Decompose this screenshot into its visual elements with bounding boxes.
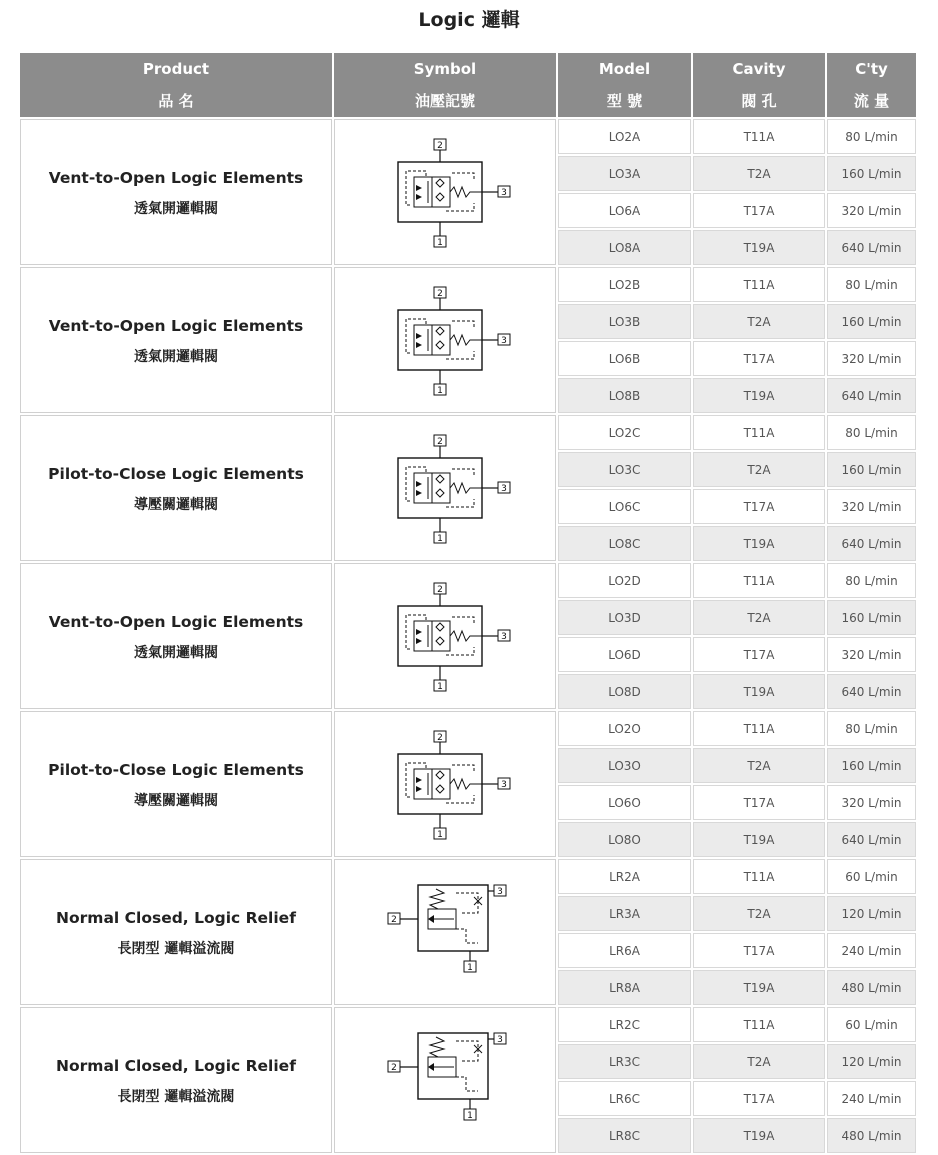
cavity-cell: T19A — [693, 970, 825, 1005]
model-cell: LR3C — [558, 1044, 691, 1079]
flow-cell: 640 L/min — [827, 674, 916, 709]
flow-cell: 640 L/min — [827, 230, 916, 265]
flow-cell: 60 L/min — [827, 1007, 916, 1042]
flow-cell: 80 L/min — [827, 711, 916, 746]
model-cell: LO2B — [558, 267, 691, 302]
model-cell: LO3O — [558, 748, 691, 783]
model-cell: LR8C — [558, 1118, 691, 1153]
table-body — [20, 119, 916, 1153]
cavity-cell: T17A — [693, 933, 825, 968]
logic-vent-b-symbol — [370, 281, 520, 399]
symbol-cell — [334, 711, 556, 857]
model-cell: LR6A — [558, 933, 691, 968]
table-row — [20, 267, 916, 302]
table-row — [20, 711, 916, 746]
product-name-en: Pilot-to-Close Logic Elements — [48, 761, 304, 779]
flow-cell: 160 L/min — [827, 600, 916, 635]
cavity-cell: T19A — [693, 1118, 825, 1153]
cavity-cell: T19A — [693, 822, 825, 857]
cavity-cell: T19A — [693, 674, 825, 709]
flow-cell: 480 L/min — [827, 1118, 916, 1153]
flow-cell: 320 L/min — [827, 193, 916, 228]
product-cell — [20, 119, 332, 265]
table-row — [20, 119, 916, 154]
symbol-header: Symbol 油壓記號 — [334, 53, 556, 117]
cavity-cell: T11A — [693, 711, 825, 746]
cavity-cell: T17A — [693, 785, 825, 820]
cavity-cell: T19A — [693, 378, 825, 413]
symbol-cell — [334, 563, 556, 709]
product-name-cn: 透氣開邏輯閥 — [134, 349, 218, 365]
model-cell: LO8D — [558, 674, 691, 709]
cavity-cell: T17A — [693, 193, 825, 228]
cavity-cell: T2A — [693, 748, 825, 783]
logic-relief-c-symbol — [370, 1021, 520, 1139]
cavity-cell: T19A — [693, 230, 825, 265]
model-cell: LO2C — [558, 415, 691, 450]
model-cell: LO8A — [558, 230, 691, 265]
model-cell: LO6O — [558, 785, 691, 820]
product-name-cn: 導壓關邏輯閥 — [134, 793, 218, 809]
product-name-cn: 長閉型 邏輯溢流閥 — [117, 941, 235, 957]
flow-header: C'ty 流 量 — [827, 53, 916, 117]
logic-relief-a-symbol — [370, 873, 520, 991]
product-name-cn: 長閉型 邏輯溢流閥 — [117, 1089, 235, 1105]
model-cell: LO3A — [558, 156, 691, 191]
cavity-cell: T17A — [693, 1081, 825, 1116]
flow-cell: 80 L/min — [827, 267, 916, 302]
flow-cell: 120 L/min — [827, 896, 916, 931]
cavity-cell: T11A — [693, 119, 825, 154]
cavity-cell: T2A — [693, 304, 825, 339]
cavity-cell: T2A — [693, 156, 825, 191]
product-name-cn: 透氣開邏輯閥 — [134, 201, 218, 217]
cavity-cell: T17A — [693, 637, 825, 672]
model-cell: LO2O — [558, 711, 691, 746]
cavity-cell: T11A — [693, 1007, 825, 1042]
symbol-cell — [334, 1007, 556, 1153]
product-name-en: Normal Closed, Logic Relief — [56, 1057, 296, 1075]
model-cell: LO8C — [558, 526, 691, 561]
product-cell — [20, 711, 332, 857]
flow-cell: 80 L/min — [827, 415, 916, 450]
cavity-cell: T2A — [693, 896, 825, 931]
symbol-cell — [334, 119, 556, 265]
flow-cell: 60 L/min — [827, 859, 916, 894]
logic-spec-table — [18, 51, 918, 1155]
cavity-cell: T2A — [693, 600, 825, 635]
flow-cell: 160 L/min — [827, 156, 916, 191]
flow-cell: 640 L/min — [827, 378, 916, 413]
flow-cell: 640 L/min — [827, 822, 916, 857]
product-name-cn: 導壓關邏輯閥 — [134, 497, 218, 513]
cavity-cell: T11A — [693, 267, 825, 302]
product-cell — [20, 859, 332, 1005]
flow-cell: 160 L/min — [827, 304, 916, 339]
flow-cell: 120 L/min — [827, 1044, 916, 1079]
product-cell — [20, 415, 332, 561]
model-cell: LO6B — [558, 341, 691, 376]
model-cell: LR3A — [558, 896, 691, 931]
cavity-cell: T11A — [693, 415, 825, 450]
model-cell: LO6D — [558, 637, 691, 672]
product-cell — [20, 267, 332, 413]
flow-cell: 160 L/min — [827, 748, 916, 783]
model-cell: LO2A — [558, 119, 691, 154]
model-cell: LO8O — [558, 822, 691, 857]
cavity-header: Cavity 閥 孔 — [693, 53, 825, 117]
model-cell: LO6A — [558, 193, 691, 228]
logic-vent-a-symbol — [370, 133, 520, 251]
cavity-cell: T11A — [693, 563, 825, 598]
flow-cell: 160 L/min — [827, 452, 916, 487]
cavity-cell: T17A — [693, 489, 825, 524]
logic-pilot-c-symbol — [370, 429, 520, 547]
model-cell: LO3C — [558, 452, 691, 487]
flow-cell: 320 L/min — [827, 341, 916, 376]
symbol-cell — [334, 267, 556, 413]
cavity-cell: T11A — [693, 859, 825, 894]
flow-cell: 240 L/min — [827, 1081, 916, 1116]
product-header: Product 品 名 — [20, 53, 332, 117]
model-cell: LR8A — [558, 970, 691, 1005]
flow-cell: 320 L/min — [827, 489, 916, 524]
model-cell: LO3D — [558, 600, 691, 635]
product-cell — [20, 563, 332, 709]
product-name-en: Pilot-to-Close Logic Elements — [48, 465, 304, 483]
flow-cell: 640 L/min — [827, 526, 916, 561]
product-cell — [20, 1007, 332, 1153]
model-cell: LR6C — [558, 1081, 691, 1116]
flow-cell: 80 L/min — [827, 563, 916, 598]
symbol-cell — [334, 415, 556, 561]
logic-pilot-o-symbol — [370, 725, 520, 843]
product-name-cn: 透氣開邏輯閥 — [134, 645, 218, 661]
cavity-cell: T19A — [693, 526, 825, 561]
logic-vent-d-symbol — [370, 577, 520, 695]
product-name-en: Vent-to-Open Logic Elements — [48, 613, 304, 631]
model-cell: LO2D — [558, 563, 691, 598]
flow-cell: 320 L/min — [827, 637, 916, 672]
product-name-en: Vent-to-Open Logic Elements — [48, 317, 304, 335]
flow-cell: 480 L/min — [827, 970, 916, 1005]
table-row — [20, 1007, 916, 1042]
page-title: Logic 邏輯 — [418, 9, 520, 31]
model-cell: LR2C — [558, 1007, 691, 1042]
model-cell: LR2A — [558, 859, 691, 894]
cavity-cell: T2A — [693, 1044, 825, 1079]
table-row — [20, 415, 916, 450]
model-cell: LO8B — [558, 378, 691, 413]
flow-cell: 240 L/min — [827, 933, 916, 968]
table-row — [20, 859, 916, 894]
product-name-en: Normal Closed, Logic Relief — [56, 909, 296, 927]
table-header-row — [20, 53, 916, 117]
model-cell: LO6C — [558, 489, 691, 524]
symbol-cell — [334, 859, 556, 1005]
cavity-cell: T17A — [693, 341, 825, 376]
table-row — [20, 563, 916, 598]
product-name-en: Vent-to-Open Logic Elements — [48, 169, 304, 187]
cavity-cell: T2A — [693, 452, 825, 487]
flow-cell: 320 L/min — [827, 785, 916, 820]
flow-cell: 80 L/min — [827, 119, 916, 154]
model-cell: LO3B — [558, 304, 691, 339]
model-header: Model 型 號 — [558, 53, 691, 117]
